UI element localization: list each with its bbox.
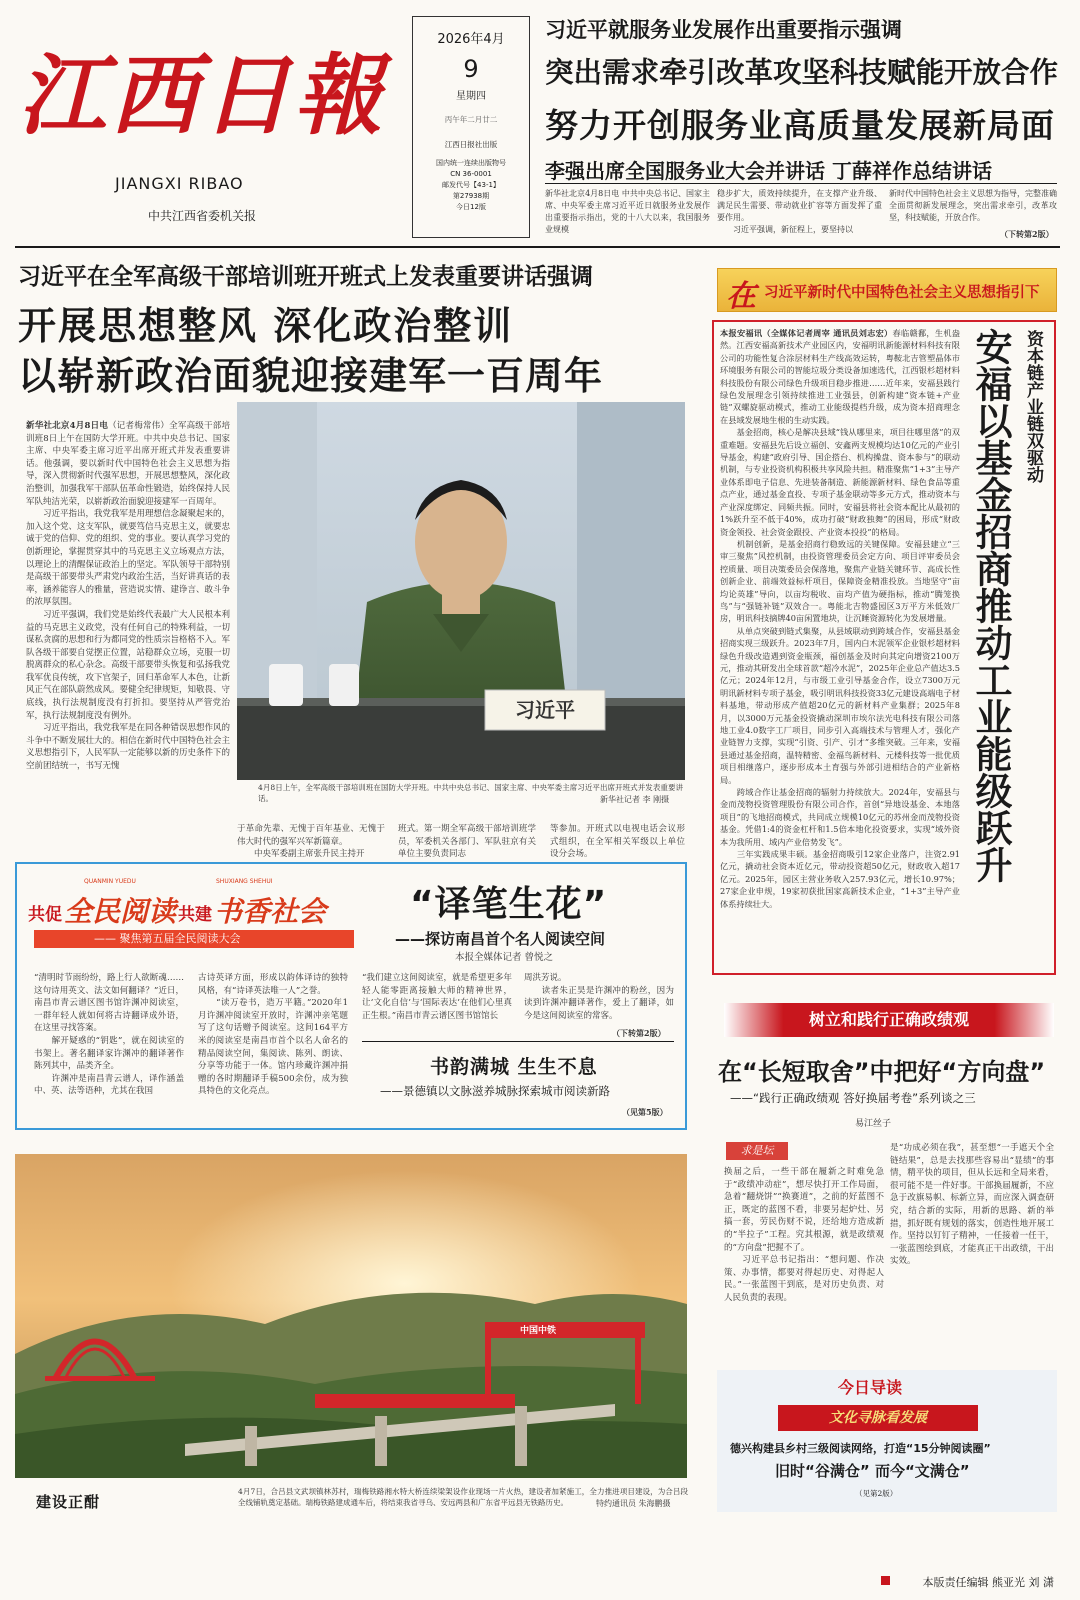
army-kicker: 习近平在全军高级干部培训班开班式上发表重要讲话强调 — [18, 264, 593, 290]
army-photo — [237, 402, 685, 780]
date-issn-label: 国内统一连续出版物号 — [436, 159, 506, 167]
reading-byline: 本报全媒体记者 曾悦之 — [455, 952, 554, 963]
anfu-title: 安福以基金招商推动工业能级跃升 — [969, 328, 1012, 883]
lead-sub: 李强出席全国服务业大会并讲话 丁薛祥作总结讲话 — [545, 159, 992, 183]
army-reporter: （记者梅常伟） — [108, 421, 170, 431]
anfu-text: 春临赣鄱，生机盎然。江西安福高新技术产业园区内，安福明讯新能源材料科技有限公司的功能性复合涂层材料生产线高效运转，粤鞍北吉管塑晶体市环境服务有限公司的智能垃圾分类设备加速选代，江西银杉超材料科技股份有限公司绿色升级项目稳步推进……近年来，安福县践行绿色发展理念引领持续推进工业强县，创新构建“资本链+产业链”双螺旋驱动模式，推动工业能级提档升级，成为资本招商理念在县域发展地生根的生动实践。 基金招商，核心是解决县域“钱从哪里来，项目往哪里落”的双重难题。安福县先后设立福创、安鑫两支规模均达10亿元的产业引导基金，构建“政府引导、国企搭台、机构操盘、资本参与”的联动机制，与专业投资机构积极共享风险共担。精准聚焦“1+3”主导产业体系即电子信息、先进装备制造、新能源新材料、绿色食品等重点产业，通过基金直投、专项子基金联动等多元方式，推动资本与产业深度绑定、同频共振。同时，安福县将社会资本配比从最初的1%跃升至不低于40%，成功打破“财政独舞”的困局，形成“财政资金领投、社会资金跟投、产业资本投投”的格局。 机制创新，是基金招商行稳致远的关键保障。安福县建立“三审三聚焦”风控机制，由投资管理委员会定方向、项目评审委员会控质量、项目决策委员会保落地，聚焦产业链关键环节、高成长性创新企业、前端效益标杆项目，保障资金精准投放。当地坚守“亩均论英雄”导向，以亩均税收、亩均产值为硬指标，推动“腾笼换鸟”与“强链补链”双效合一。粤能北吉物盛园区3万平方米低效厂房，明讯科技摘牌40亩闲置地块，让沉睡资源转化为发展增量。 从单点突破到链式集聚，从县域联动到跨域合作，安福县基金招商实现三级跃升。2023年7月，国内白木泥领军企业银杉超材料绿色升级改造遇到资金瓶颈，福创基金及时向其定向增资2100万元，推动其研发出全球首款“超冷水泥”，2025年企业总产值达3.5亿元；2024年12月，与市级工业引导基金合作，设立7300万元明讯新材料专项子基金，吸引明讯科技投资33亿元建设高端电子材料基地，带动形成产值超20亿元的新材料产业集群；2025年8月，以3000万元基金投资撬动深圳市埃尔法光电科技有限公司落地工业4.0数字工厂项目，同步引入高端技术与管理人才，强化产业链智力支撑，实现“引资、引产、引才”多维突破。三年来，安福县通过基金招商，温特精密、金福鸟新材料、元楼科技等一批优质项目相继落户，逐步形成本土育强与外部引进相结合的产业新格局。 跨域合作让基金招商的辐射力持续放大。2024年，安福县与金而茂物投资管理股份有限公司合作，首创“异地设基金、本地落项目”的飞地招商模式，共同成立规模10亿元的苏州金而茂物投资基金。凭借1:4的资金杠杆和1.5倍本地化投资要求，实现“域外资本为我所用、域内产业倍势发飞”。 三年实践成果丰硕。基金招商吸引12家企业落户，注资2.91亿元，撬动社会资本近亿元，带动投资超50亿元，财政收入超17亿元。2025年，园区主营业务收入257.93亿元，增长10.97%；27家企业申规，19家初获批国家高新技术企业，“1+3”主导产业体系持续壮大。 — [720, 328, 960, 909]
lead-col-3: 新时代中国特色社会主义思想为指导，完整准确全面贯彻新发展理念，突出需求牵引，改革攻坚，科技赋能，开放合作。 — [889, 189, 1057, 222]
daodu-line-1: 德兴构建县乡村三级阅读网络，打造“15分钟阅读圈” — [730, 1442, 991, 1455]
anfu-body — [720, 327, 960, 970]
railway-photo — [15, 1154, 687, 1478]
date-yearmonth: 2026年4月 — [437, 32, 505, 47]
army-nameplate: 习近平 — [515, 698, 575, 722]
army-sub-col-2: 班式。第一期全军高级干部培训班学员，军委机关各部门、军队驻京有关单位主要负责同志 — [398, 824, 536, 860]
masthead-pinyin: JIANGXI RIBAO — [115, 174, 244, 193]
date-pages: 今日12版 — [456, 203, 486, 211]
reading-subtitle: ——探访南昌首个名人阅读空间 — [395, 930, 606, 948]
date-day: 9 — [463, 55, 479, 83]
reading-sub-continue: （见第5版） — [622, 1107, 668, 1117]
reading-logo-pinyin-2: SHUXIANG SHEHUI — [216, 878, 273, 885]
reading-sub-title: 书韵满城 生生不息 — [430, 1056, 598, 1078]
date-cn: CN 36-0001 — [450, 170, 492, 178]
army-sub-col-3: 等参加。开班式以电视电话会议形式组织，在全军相关军级以上单位设分会场。 — [550, 824, 685, 860]
zhengji-tag: 树立和践行正确政绩观 — [724, 1003, 1054, 1037]
theme-banner-text: 习近平新时代中国特色社会主义思想指引下 — [764, 285, 1040, 301]
theme-banner — [717, 268, 1057, 312]
zhengji-col-2: 是“功成必须在我”，甚至想“一手遮天个全链结果”，总是去找那些容易出“显绩”的事情，精平快的项目，但从长远和全局来看，很可能不是一件好事。干部换届履新，不应急于改旗易帜、标新立异，而应深入调查研究，结合新的实际，用新的思路、新的举措，抓好既有规划的落实，创造性地开展工作。坚持以钉钉子精神，一任接着一任干，一张蓝图绘到底，才能真正干出政绩，干出实效。 — [890, 1143, 1054, 1267]
reading-title: “译笔生花” — [410, 884, 608, 925]
daodu-line-2: 旧时“谷满仓” 而今“文满仓” — [775, 1462, 970, 1480]
army-photo-credit: 新华社记者 李 刚摄 — [600, 795, 670, 804]
daodu-title: 今日导读 — [838, 1378, 903, 1397]
lead-col-1: 新华社北京4月8日电 中共中央总书记、国家主席、中央军委主席习近平近日就服务业发展作出重要指示指出，党的十八大以来，我国服务业规模 — [545, 189, 710, 234]
army-byline: 新华社北京4月8日电 — [26, 421, 109, 431]
zhengji-column-tag: 求是坛 — [726, 1142, 788, 1160]
lead-continue: （下转第2版） — [1000, 229, 1054, 239]
date-publisher: 江西日报社出版 — [444, 140, 498, 149]
reading-logo-b: 全民阅读 — [64, 895, 177, 928]
lead-col-2: 稳步扩大，质效持续提升，在支撑产业升级、满足民生需要、带动就业扩容等方面发挥了重要作用。 习近平强调，新征程上，要坚持以 — [717, 189, 882, 234]
reading-col-2: 古诗英译方面，形成以韵体译诗的独特风格，有“诗译英法唯一人”之誉。 “读万卷书，造万平籍。”2020年1月许渊冲阅读室开放时，许渊冲亲笔题写了这句话赠予阅读室。这间164平方米的阅读室是南昌市首个以名人命名的精品阅读空间，集阅读、陈列、朗读、分享等功能于一体。馆内珍藏许渊冲捐赠的各时期翻译手稿500余份，成为独具特色的文化亮点。 — [198, 973, 348, 1097]
reading-sub-sub: ——景德镇以文脉滋养城脉探索城市阅读新路 — [380, 1084, 610, 1098]
daodu-ref: （见第2版） — [855, 1489, 898, 1498]
lead-title-2: 努力开创服务业高质量发展新局面 — [545, 106, 1055, 145]
zhengji-author: 易江丝子 — [855, 1119, 892, 1129]
reading-logo-sub: —— 聚焦第五届全民阅读大会 — [34, 930, 354, 948]
army-photo-caption: 4月8日上午，全军高级干部培训班在国防大学开班。中共中央总书记、国家主席、中央军委主席习近平出席开班式并发表重要讲话。 — [258, 783, 683, 803]
date-post: 邮发代号【43-1】 — [442, 181, 500, 189]
zhengji-title: 在“长短取舍”中把好“方向盘” — [718, 1058, 1046, 1086]
masthead-logo: 江西日報 — [18, 43, 387, 147]
reading-logo-a: 共促 — [28, 905, 62, 925]
reading-logo-c: 共建 — [178, 905, 212, 925]
reading-col-3: “我们建立这间阅读室，就是希望更多年轻人能零距离接触大师的精神世界，让‘文化自信’与‘国际表达’在他们心里真正生根。”南昌市青云谱区图书馆馆长 — [362, 973, 512, 1021]
date-weekday: 星期四 — [456, 91, 486, 102]
date-meta — [413, 158, 529, 213]
army-body — [26, 420, 230, 828]
footer-editors: 本版责任编辑 熊亚光 刘 潇 — [922, 1576, 1054, 1589]
zhengji-col-1: 换届之后，一些干部在履新之时难免急于“政绩冲动症”，想尽快打开工作局面，急着“翻烧饼”“换赛道”，之前的好蓝图不正，既定的蓝图不看，非要另起炉灶、另搞一套，劳民伤财不说，还给地方造成新的“半拉子”工程。究其根源，就是政绩观的“方向盘”把握不了。 习近平总书记指出：“想问题、作决策、办事情，都要对得起历史、对得起人民。”一张蓝图干到底，是对历史负责、对人民负责的表现。 — [724, 1167, 884, 1303]
railway-sign: 中国中铁 — [520, 1326, 557, 1336]
railway-photo-art — [15, 1154, 687, 1478]
railway-caption: 4月7日，合吕县文武坝镇林苏村，瑞梅铁路湘水特大桥连续梁架设作业现场一片火热，建设者加紧施工，全力推进项目建设，为合吕段全线铺轨奠定基础。瑞梅铁路建成通车后，将结束我省寻乌、安远两县和广东省平远县无铁路历史。 — [238, 1487, 688, 1507]
date-box — [412, 16, 530, 238]
reading-continue: （下转第2版） — [612, 1028, 666, 1038]
masthead-organ: 中共江西省委机关报 — [148, 209, 257, 223]
reading-col-1: “清明时节雨纷纷，路上行人欲断魂……这句诗用英文、法文如何翻译？”近日，南昌市青云谱区图书馆许渊冲阅读室，一群年轻人就如何将古诗翻译成外语，在这里寻找答案。 解开疑惑的“钥匙”，就在阅读室的书架上。著名翻译家许渊冲的翻译著作陈列其中，品类齐全。 许渊冲是南昌青云谱人，译作涵盖中、英、法等语种，尤其在我国 — [34, 973, 184, 1097]
reading-logo-pinyin-1: QUANMIN YUEDU — [84, 878, 136, 885]
reading-logo-d: 书香社会 — [214, 895, 327, 928]
army-title-1: 开展思想整风 深化政治整训 — [18, 304, 514, 348]
date-issue: 第27938期 — [452, 192, 490, 200]
anfu-kicker: 资本链产业链双驱动 — [1023, 330, 1043, 483]
army-photo-art — [237, 402, 685, 780]
anfu-byline: 本报安福讯（全媒体记者周宰 通讯员刘志宏） — [720, 328, 893, 338]
army-sub-col-1: 于革命先辈、无愧于百年基业、无愧于伟大时代的强军兴军新篇章。 中央军委副主席张升民主持开 — [237, 824, 385, 860]
railway-credit: 特约通讯员 朱海鹏摄 — [596, 1499, 671, 1508]
theme-banner-zai: 在 — [726, 279, 756, 314]
footer-square-icon — [881, 1576, 890, 1585]
army-text: 全军高级干部培训班8日上午在国防大学开班。中共中央总书记、国家主席、中央军委主席习近平出席开班式并发表重要讲话。他强调，要以新时代中国特色社会主义思想为指导，深入贯彻新时代强军思想，开展思想整风，深化政治整训，加强我军干部队伍革命性锻造，始终保持人民军队纯洁光荣，以崭新政治面貌迎接建军一百周年。 习近平指出，我党我军是用理想信念凝聚起来的，加入这个党、这支军队，就要笃信马克思主义，就要忠诚于党的信仰、党的组织、党的事业。要认真学习党的创新理论，掌握贯穿其中的马克思主义立场观点方法，以理论上的清醒保证政治上的坚定。军队领导干部特别是高级干部要带头严肃党内政治生活，当好讲真话的表率，涵养能容人的雅量，营造说实情、建诤言、敢斗争的浓厚氛围。 习近平强调，我们党是始终代表最广大人民根本利益的马克思主义政党，没有任何自己的特殊利益，一切谋私贪腐的思想和行为都同党的性质宗旨格格不入。军队各级干部要自觉摆正位置，站稳群众立场，克服一切脱离群众的私心杂念。高级干部要带头恢复和弘扬我党我军优良传统，攻下官架子，回归革命军人本色，让新风正气在部队蔚然成风。要健全纪律规矩，知敬畏、守底线，执行法规制度没有打折扣。要坚持从严管党治军，执行法规制度没有例外。 习近平指出，我党我军是在同各种错误思想作风的斗争中不断发展壮大的。相信在新时代中国特色社会主义思想指引下，人民军队一定能够以新的历史条件下的空前团结统一，书写无愧 — [26, 421, 230, 772]
lead-kicker: 习近平就服务业发展作出重要指示强调 — [545, 18, 902, 42]
daodu-mark: 文化寻脉看发展 — [778, 1405, 978, 1431]
army-title-2: 以崭新政治面貌迎接建军一百周年 — [18, 354, 604, 398]
railway-title: 建设正酣 — [36, 1493, 101, 1511]
reading-col-4: 周洪芳说。 读者朱正昊是许渊冲的粉丝，因为读到许渊冲翻译著作，爱上了翻译，如今是这间阅读室的常客。 — [524, 973, 674, 1021]
reading-logo — [28, 874, 358, 956]
lead-title-1: 突出需求牵引改革攻坚科技赋能开放合作 — [545, 56, 1059, 89]
zhengji-sub: ——“践行正确政绩观 答好换届考卷”系列谈之三 — [730, 1091, 976, 1105]
date-lunar: 丙午年二月廿二 — [444, 115, 498, 124]
